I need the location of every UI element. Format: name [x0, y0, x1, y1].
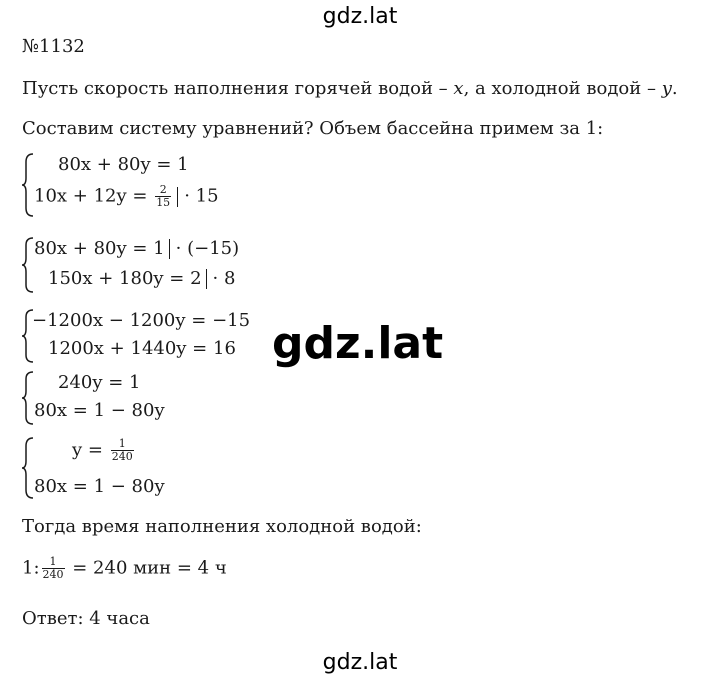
sys1-fraction [155, 184, 171, 209]
brace-icon [22, 152, 34, 218]
sys2-row1-left: 80x + 80y = 1 [34, 238, 165, 259]
sys1-row2-left: 10x + 12y = [34, 185, 154, 207]
intro-var-x: x [453, 78, 464, 99]
problem-number: №1132 [22, 36, 85, 57]
sys5-row1-left: y = [72, 439, 109, 461]
intro-var-y: y [661, 78, 672, 99]
sys2-row2-right: · 8 [212, 268, 236, 289]
equation-system-3 [22, 308, 282, 364]
sys4-row2: 80x = 1 − 80y [34, 400, 165, 421]
sys1-frac-den: 15 [156, 196, 171, 209]
watermark-top: gdz.lat [322, 4, 398, 29]
calc-right: = 240 мин = 4 ч [66, 557, 227, 579]
brace-icon [22, 370, 34, 426]
equation-system-1 [22, 152, 282, 218]
sys2-divider-2 [206, 269, 207, 289]
sys5-frac-num: 1 [111, 438, 134, 451]
sys5-frac-den: 240 [111, 450, 133, 463]
brace-icon [22, 236, 34, 294]
sys2-row1 [34, 238, 239, 259]
sys1-row2 [34, 184, 219, 209]
sys4-row1: 240y = 1 [58, 372, 141, 393]
sys5-fraction [111, 438, 134, 463]
intro-text [22, 78, 678, 99]
sys2-row2 [48, 268, 235, 289]
sys3-row1: −1200x − 1200y = −15 [32, 310, 251, 331]
sys5-row2: 80x = 1 − 80y [34, 476, 165, 497]
equation-system-5 [22, 436, 282, 500]
conclusion-text: Тогда время наполнения холодной водой: [22, 516, 422, 537]
brace-icon [22, 436, 34, 500]
calculation [22, 556, 227, 581]
sys5-row1 [72, 438, 136, 463]
sys2-divider-1 [169, 239, 170, 259]
equation-system-4 [22, 370, 282, 426]
intro-part1: Пусть скорость наполнения горячей водой – [22, 78, 454, 99]
sys1-row1: 80x + 80y = 1 [58, 154, 189, 175]
watermark-bottom: gdz.lat [322, 650, 398, 675]
calc-fraction [42, 556, 65, 581]
intro-part2: , а холодной водой – [463, 78, 662, 99]
sys2-row1-right: · (−15) [175, 238, 240, 259]
sys1-frac-num: 2 [155, 184, 171, 197]
answer-text: Ответ: 4 часа [22, 608, 150, 629]
calc-frac-den: 240 [42, 568, 64, 581]
intro-part3: . [671, 78, 678, 99]
calc-frac-num: 1 [42, 556, 65, 569]
watermark-middle: gdz.lat [272, 318, 444, 369]
sys1-divider [177, 187, 178, 207]
equation-system-2 [22, 236, 282, 294]
sys1-row2-right: · 15 [184, 185, 219, 207]
calc-left: 1: [22, 557, 40, 579]
sys2-row2-left: 150x + 180y = 2 [48, 268, 202, 289]
system-intro-text: Составим систему уравнений? Объем бассейна примем за 1: [22, 118, 604, 139]
sys3-row2: 1200x + 1440y = 16 [48, 338, 236, 359]
